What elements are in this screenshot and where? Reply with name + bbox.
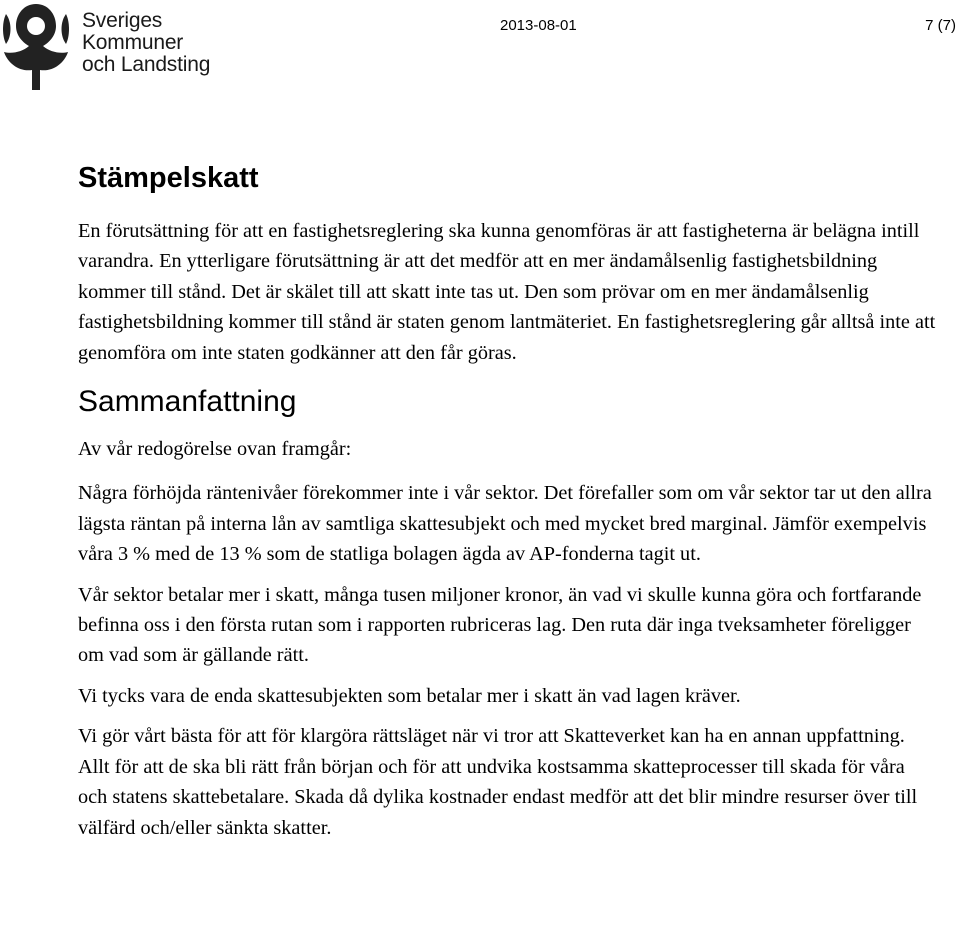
section-heading-sammanfattning: Sammanfattning xyxy=(78,385,297,419)
stampelskatt-paragraph: En förutsättning för att en fastighetsreglering ska kunna genomföras är att fastigheterna är belägna intill varandra. En ytterligare förutsättning är att det medför att en mer ändamålsenlig fastighetsbildning kommer till stånd. Det är skälet till att skatt inte tas ut. Den som prövar om en mer ändamålsenlig fastighetsbildning kommer till stånd är staten genom lantmäteriet. En fastighetsreglering går alltså inte att genomföra om inte staten godkänner att den får göras. xyxy=(78,220,936,364)
logo-wordmark xyxy=(82,10,210,76)
logo-line-2: Kommuner xyxy=(82,31,184,54)
sammanfattning-intro: Av vår redogörelse ovan framgår: xyxy=(78,438,352,461)
document-body xyxy=(78,160,938,843)
page-number: 7 (7) xyxy=(925,17,956,34)
logo-line-1: Sveriges xyxy=(82,9,163,32)
sammanfattning-paragraph-3: Vi tycks vara de enda skattesubjekten som betalar mer i skatt än vad lagen kräver. xyxy=(78,684,741,707)
page-header xyxy=(0,0,960,100)
sammanfattning-paragraph-4: Vi gör vårt bästa för att för klargöra rättsläget när vi tror att Skatteverket kan ha en annan uppfattning. Allt för att de ska bli rätt från början och för att undvika kostsamma skatteprocesser till skada för våra och statens skattebetalare. Skada då dylika kostnader endast medför att det blir mindre resurser över till välfärd och/eller sänkta skatter. xyxy=(78,725,918,839)
logo-line-3: och Landsting xyxy=(82,53,211,76)
section-heading-stampelskatt: Stämpelskatt xyxy=(78,162,259,194)
sammanfattning-paragraph-2: Vår sektor betalar mer i skatt, många tusen miljoner kronor, än vad vi skulle kunna göra och fortfarande befinna oss i den första rutan som i rapporten rubriceras lag. Den ruta där inga tveksamheter föreligger om vad som är gällande rätt. xyxy=(78,583,922,667)
sammanfattning-paragraph-1: Några förhöjda räntenivåer förekommer inte i vår sektor. Det förefaller som om vår sektor tar ut den allra lägsta räntan på interna lån av samtliga skattesubjekt och med mycket bred marginal. Jämför exempelvis våra 3 % med de 13 % som de statliga bolagen ägda av AP-fonderna tagit ut. xyxy=(78,482,932,566)
skl-logo xyxy=(2,2,222,92)
document-date: 2013-08-01 xyxy=(500,17,577,34)
skl-logo-symbol-icon xyxy=(2,2,72,92)
